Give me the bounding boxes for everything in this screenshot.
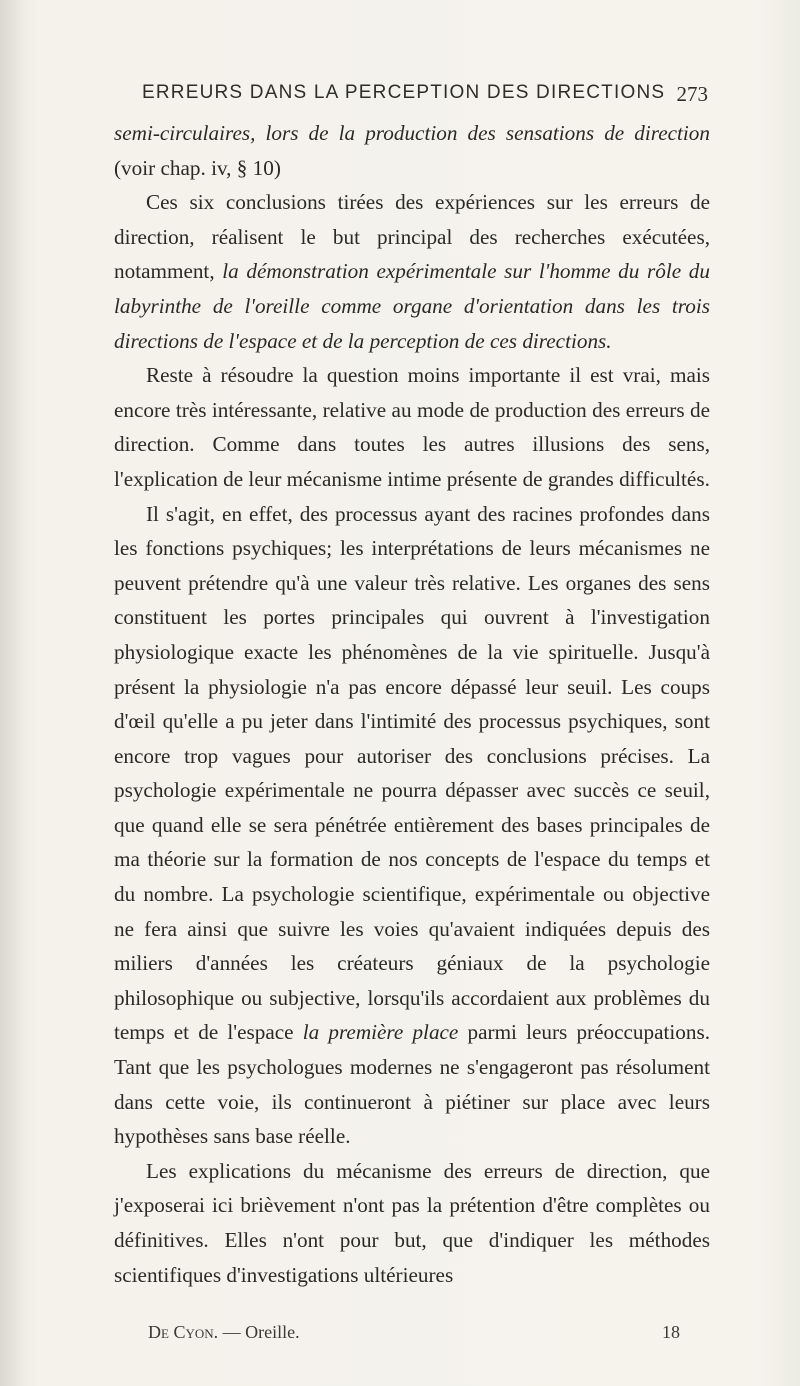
paragraph [114, 358, 710, 496]
sheet-number: 18 [662, 1322, 680, 1342]
body-text [114, 116, 710, 1292]
signature-separator: — [218, 1322, 246, 1342]
paragraph [114, 1154, 710, 1292]
page-footer [148, 1322, 680, 1348]
signature-line [148, 1322, 300, 1343]
page-number: 273 [676, 82, 708, 106]
running-head: ERREURS DANS LA PERCEPTION DES DIRECTIONS [142, 82, 666, 103]
italic-run: la démonstration expérimentale sur l'homme du rôle du labyrinthe de l'oreille comme organe d'orientation dans les trois directions de l'espace et de la perception de ces directions. [114, 259, 710, 353]
paragraph [114, 185, 710, 358]
page-gutter-shadow [0, 0, 26, 1386]
page-header [124, 82, 714, 112]
italic-run: semi-circulaires, lors de la production des sensations de direction [114, 121, 710, 145]
paragraph [114, 116, 710, 185]
italic-run: la première place [302, 1020, 459, 1045]
paragraph [114, 497, 710, 1154]
text-run: Il s'agit, en effet, des processus ayant des racines profondes dans les fonctions psychiques; les interprétations de leurs mécanismes ne peuvent prétendre qu'à une valeur très relative. Les organes des sens constituent les portes principales qui ouvrent à l'investigation physiologique exacte les phénomènes de la vie spirituelle. Jusqu'à présent la physiologie n'a pas encore dépassé leur seuil. Les coups d'œil qu'elle a pu jeter dans l'intimité des processus psychiques, sont encore trop vagues pour autoriser des conclusions précises. La psychologie expérimentale ne pourra dépasser avec succès ce seuil, que quand elle se sera pénétrée entièrement des bases principales de ma théorie sur la formation de nos concepts de l'espace du temps et du nombre. La psychologie scientifique, expérimentale ou objective ne fera ainsi que suivre les voies qu'avaient indiquées depuis des miliers d'années les créateurs géniaux de la psychologie philosophique ou subjective, lorsqu'ils accordaient aux problèmes du temps et de l'espace [114, 501, 710, 1045]
author-name: De Cyon. [148, 1322, 219, 1342]
text-run: parmi leurs préoccupations. Tant que les psychologues modernes ne s'engageront pas résolument dans cette voie, ils continueront à piétiner sur place avec leurs hypothèses sans base réelle. [114, 1020, 710, 1149]
text-run: Reste à résoudre la question moins importante il est vrai, mais encore très intéressante, relative au mode de production des erreurs de direction. Comme dans toutes les autres illusions des sens, l'explication de leur mécanisme intime présente de grandes difficultés. [114, 363, 710, 491]
work-title: Oreille. [245, 1322, 300, 1342]
text-run: Ces six conclusions tirées des expériences sur les erreurs de direction, réalisent le but principal des recherches exécutées, notamment, [114, 190, 710, 284]
text-run: (voir chap. iv, § 10) [114, 155, 281, 180]
text-run: Les explications du mécanisme des erreurs de direction, que j'exposerai ici brièvement n'ont pas la prétention d'être complètes ou définitives. Elles n'ont pour but, que d'indiquer les méthodes scientifiques d'investigations ultérieures [114, 1158, 710, 1287]
